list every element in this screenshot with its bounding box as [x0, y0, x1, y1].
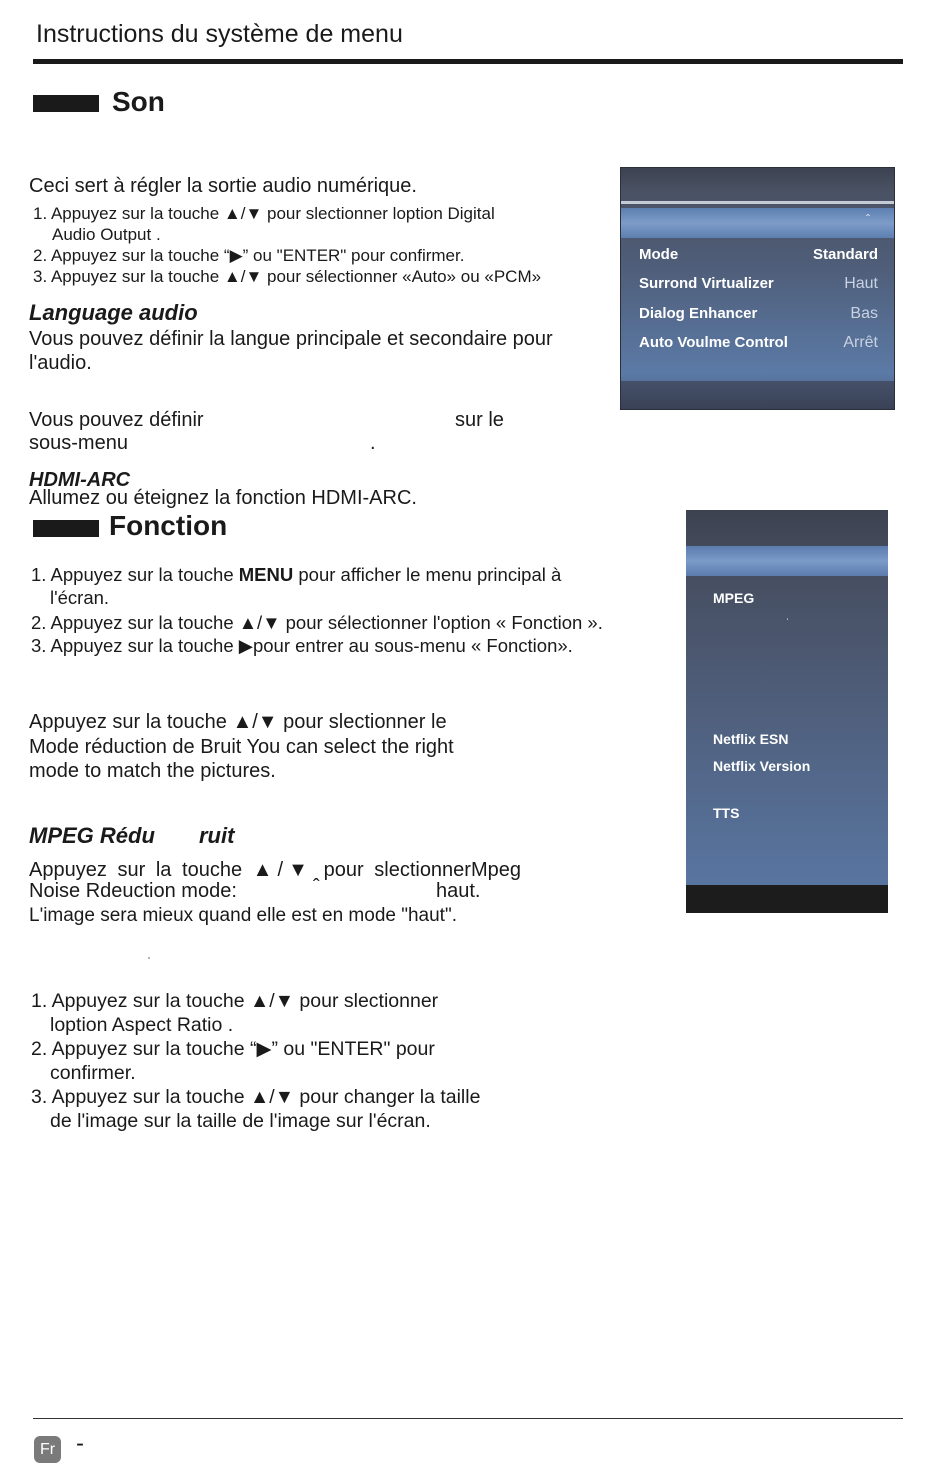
menu-band: [621, 201, 894, 204]
aspect-step-3-cont: de l'image sur la taille de l'image sur l'écran.: [50, 1110, 431, 1132]
fonction-step-2: 2. Appuyez sur la touche ▲/▼ pour sélectionner l'option « Fonction ».: [31, 612, 603, 633]
menu-row-mode: [639, 246, 878, 263]
header-rule: [33, 59, 903, 64]
menu-row-surround: [639, 275, 878, 292]
define-text-1a: Vous pouvez définir: [29, 409, 204, 431]
son-steps: [33, 203, 603, 287]
menu-highlight-bar: [686, 546, 888, 576]
mpeg-line-1: Appuyez sur la touche ▲/▼ pour slectionnerMpeg: [29, 859, 521, 881]
menu-row-label: Dialog Enhancer: [639, 305, 758, 322]
page-number: -: [76, 1430, 84, 1457]
aspect-step-3: 3. Appuyez sur la touche ▲/▼ pour changer la taille: [31, 1086, 481, 1108]
step1-text-end: pour afficher le menu principal à: [293, 564, 562, 585]
section-bar-son: [33, 95, 99, 112]
menu-row-label: Surrond Virtualizer: [639, 275, 774, 292]
noise-text-3: mode to match the pictures.: [29, 760, 276, 782]
menu-row-value: Standard: [812, 246, 878, 263]
menu-footer: [686, 885, 888, 913]
caret-icon: ˆ: [866, 212, 870, 226]
mpeg-text-2b: ˆ: [313, 876, 320, 898]
hdmi-arc-title: HDMI-ARC: [29, 469, 131, 491]
noise-text: [29, 710, 454, 784]
step1-menu-key: MENU: [238, 564, 294, 585]
son-intro: Ceci sert à régler la sortie audio numérique.: [29, 175, 417, 197]
menu-item-netflix-version: Netflix Version: [713, 758, 811, 774]
menu-row-dialog: [639, 305, 878, 322]
function-menu-screenshot: [686, 510, 888, 913]
define-text-2a: sous-menu: [29, 432, 128, 454]
language-audio-text-2: l'audio.: [29, 352, 92, 374]
mpeg-text-1: [29, 859, 521, 882]
define-text-1b: sur le: [455, 409, 504, 431]
son-step-3: 3. Appuyez sur la touche ▲/▼ pour sélectionner «Auto» ou «PCM»: [33, 267, 542, 286]
aspect-steps: [31, 989, 480, 1133]
noise-text-1: Appuyez sur la touche ▲/▼ pour slectionner le: [29, 711, 447, 733]
mpeg-title-b: ruit: [199, 823, 235, 848]
step1-text: 1. Appuyez sur la touche: [31, 564, 239, 585]
mpeg-text-2a: Noise Rdeuction mode:: [29, 880, 237, 902]
hdmi-arc-text: Allumez ou éteignez la fonction HDMI-ARC.: [29, 487, 417, 509]
menu-row-value: Haut: [844, 275, 878, 292]
noise-text-2: Mode réduction de Bruit You can select the right: [29, 735, 454, 758]
son-step-1-cont: Audio Output .: [52, 225, 161, 244]
fonction-step-1: [31, 563, 651, 586]
fonction-steps: [31, 563, 651, 657]
sound-menu-screenshot: [620, 167, 895, 410]
menu-footer: [621, 381, 894, 409]
menu-row-value: Bas: [850, 305, 878, 322]
son-step-2: 2. Appuyez sur la touche “▶” ou "ENTER" pour confirmer.: [33, 246, 465, 265]
language-badge: Fr: [34, 1436, 61, 1463]
section-title-fonction: Fonction: [109, 510, 228, 541]
menu-item-netflix-esn: Netflix ESN: [713, 731, 789, 747]
tick-mark: ˈ: [147, 955, 151, 969]
menu-row-label: Auto Voulme Control: [639, 334, 788, 351]
menu-row-value: Arrêt: [843, 334, 878, 351]
menu-row-avc: [639, 334, 878, 351]
menu-item-mpeg: MPEG: [713, 590, 755, 606]
menu-item-tts: TTS: [713, 805, 740, 821]
son-step-1: 1. Appuyez sur la touche ▲/▼ pour slectionner loption Digital: [33, 204, 495, 223]
menu-tick: ˈ: [786, 618, 790, 629]
aspect-step-1: 1. Appuyez sur la touche ▲/▼ pour slectionner: [31, 990, 439, 1012]
fonction-step-1-cont: l'écran.: [50, 587, 110, 608]
menu-row-label: Mode: [639, 246, 679, 263]
aspect-step-2: 2. Appuyez sur la touche “▶” ou "ENTER" pour: [31, 1038, 435, 1060]
fonction-step-3: 3. Appuyez sur la touche ▶pour entrer au sous-menu « Fonction».: [31, 635, 573, 656]
footer-rule: [33, 1418, 903, 1419]
mpeg-text-2c: haut.: [436, 880, 481, 902]
section-title-son: Son: [112, 86, 165, 117]
mpeg-title-a: MPEG Rédu: [29, 823, 155, 848]
aspect-step-1-cont: loption Aspect Ratio .: [50, 1014, 234, 1036]
define-text-2b: .: [370, 432, 376, 454]
page-header-title: Instructions du système de menu: [36, 20, 403, 48]
menu-highlight-bar: [621, 208, 894, 238]
section-bar-fonction: [33, 520, 99, 537]
mpeg-text-3: L'image sera mieux quand elle est en mode "haut".: [29, 905, 457, 926]
language-audio-text-1: Vous pouvez définir la langue principale et secondaire pour: [29, 328, 553, 350]
aspect-step-2-cont: confirmer.: [50, 1062, 136, 1084]
language-audio-title: Language audio: [29, 300, 198, 325]
